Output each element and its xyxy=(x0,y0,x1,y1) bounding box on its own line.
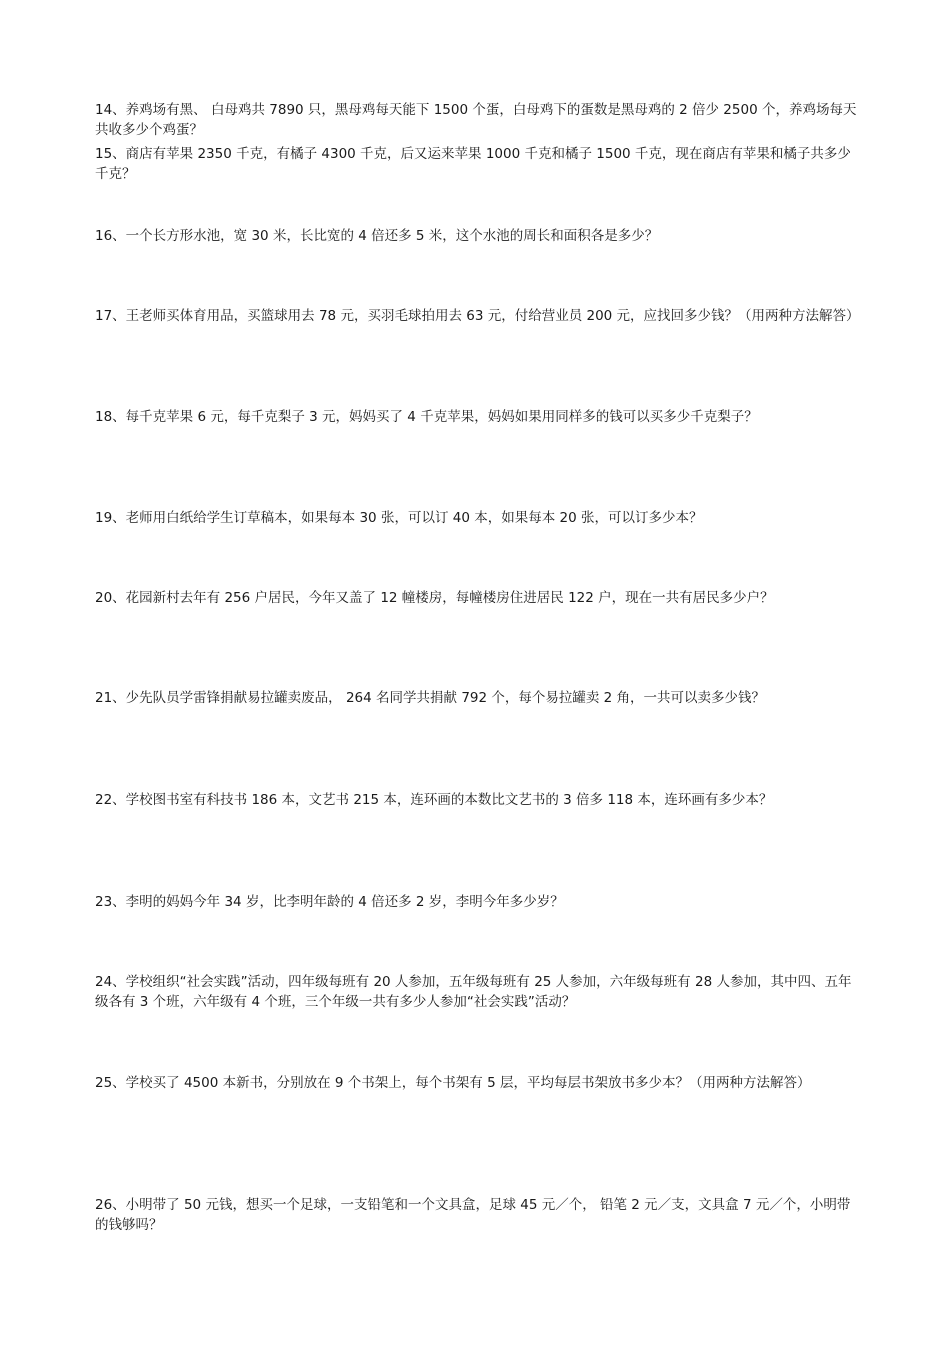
problem-25: 25、学校买了 4500 本新书，分别放在 9 个书架上，每个书架有 5 层，平均每层书架放书多少本？（用两种方法解答） xyxy=(95,1075,811,1091)
problem-22: 22、学校图书室有科技书 186 本，文艺书 215 本，连环画的本数比文艺书的 3 倍多 118 本，连环画有多少本？ xyxy=(95,792,773,808)
problem-18: 18、每千克苹果 6 元，每千克梨子 3 元，妈妈买了 4 千克苹果，妈妈如果用同样多的钱可以买多少千克梨子？ xyxy=(95,409,758,425)
problem-26: 26、小明带了 50 元钱，想买一个足球，一支铅笔和一个文具盒，足球 45 元／个， 铅笔 2 元／支，文具盒 7 元／个，小明带的钱够吗？ xyxy=(95,1197,851,1233)
problem-21: 21、少先队员学雷锋捐献易拉罐卖废品， 264 名同学共捐献 792 个，每个易拉罐卖 2 角，一共可以卖多少钱？ xyxy=(95,690,766,706)
problem-15: 15、商店有苹果 2350 千克，有橘子 4300 千克，后又运来苹果 1000 千克和橘子 1500 千克，现在商店有苹果和橘子共多少千克？ xyxy=(95,146,851,182)
problem-23: 23、李明的妈妈今年 34 岁，比李明年龄的 4 倍还多 2 岁，李明今年多少岁？ xyxy=(95,894,564,910)
problem-17: 17、王老师买体育用品，买篮球用去 78 元，买羽毛球拍用去 63 元，付给营业员 200 元，应找回多少钱？（用两种方法解答） xyxy=(95,308,860,324)
problem-20: 20、花园新村去年有 256 户居民，今年又盖了 12 幢楼房，每幢楼房住进居民 122 户，现在一共有居民多少户？ xyxy=(95,590,774,606)
problem-19: 19、老师用白纸给学生订草稿本，如果每本 30 张，可以订 40 本，如果每本 20 张，可以订多少本？ xyxy=(95,510,703,526)
problem-16: 16、一个长方形水池，宽 30 米，长比宽的 4 倍还多 5 米，这个水池的周长和面积各是多少？ xyxy=(95,228,659,244)
problem-24: 24、学校组织“社会实践”活动，四年级每班有 20 人参加，五年级每班有 25 人参加，六年级每班有 28 人参加，其中四、五年级各有 3 个班，六年级有 4 个班，三个年级一共有多少人参加“社会实践”活动？ xyxy=(95,974,852,1010)
problem-14: 14、养鸡场有黑、 白母鸡共 7890 只，黑母鸡每天能下 1500 个蛋，白母鸡下的蛋数是黑母鸡的 2 倍少 2500 个，养鸡场每天共收多少个鸡蛋？ xyxy=(95,102,857,138)
